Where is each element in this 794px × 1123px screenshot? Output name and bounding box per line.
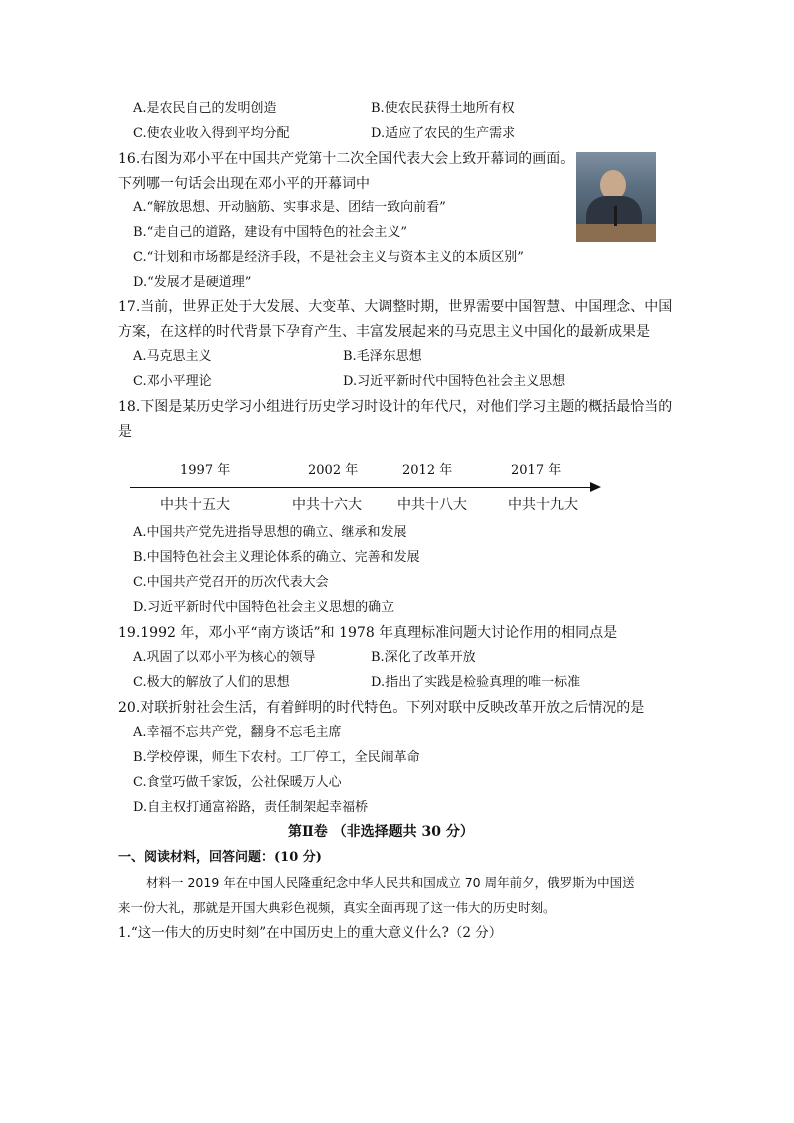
deng-xiaoping-photo (576, 152, 656, 242)
q17-stem-line2: 方案，在这样的时代背景下孕育产生、丰富发展起来的马克思主义中国化的最新成果是 (118, 324, 650, 340)
q19-option-b: B.深化了改革开放 (371, 650, 476, 665)
timeline-arrow-icon (590, 482, 601, 492)
q19-stem: 19.1992 年，邓小平“南方谈话”和 1978 年真理标准问题大讨论作用的相同点是 (118, 625, 618, 641)
timeline-event-1: 中共十五大 (160, 497, 230, 513)
q16-option-a: A.“解放思想、开动脑筋、实事求是、团结一致向前看” (133, 200, 446, 215)
q15-option-c: C.使农业收入得到平均分配 (133, 126, 290, 141)
material1-line1: 材料一 2019 年在中国人民隆重纪念中华人民共和国成立 70 周年前夕，俄罗斯为中国送 (146, 875, 635, 890)
q15-option-a: A.是农民自己的发明创造 (133, 101, 277, 116)
q20-option-d: D.自主权打通富裕路，责任制架起幸福桥 (133, 800, 369, 815)
q20-option-c: C.食堂巧做千家饭，公社保暖万人心 (133, 775, 342, 790)
q18-option-b: B.中国特色社会主义理论体系的确立、完善和发展 (133, 550, 420, 565)
part2-title: 第Ⅱ卷 （非选择题共 30 分） (288, 824, 474, 840)
photo-desk (576, 224, 656, 242)
q18-option-d: D.习近平新时代中国特色社会主义思想的确立 (133, 600, 395, 615)
q20-stem: 20.对联折射社会生活，有着鲜明的时代特色。下列对联中反映改革开放之后情况的是 (118, 700, 645, 716)
q18-option-a: A.中国共产党先进指导思想的确立、继承和发展 (133, 525, 407, 540)
q16-stem-line2: 下列哪一句话会出现在邓小平的开幕词中 (118, 176, 370, 192)
timeline-year-2: 2002 年 (308, 463, 359, 478)
q15-option-d: D.适应了农民的生产需求 (371, 126, 516, 141)
photo-microphone (614, 206, 617, 226)
q16-option-c: C.“计划和市场都是经济手段，不是社会主义与资本主义的本质区别” (133, 250, 524, 265)
q15-option-b: B.使农民获得土地所有权 (371, 101, 515, 116)
timeline-axis (130, 487, 596, 488)
timeline-year-3: 2012 年 (402, 463, 453, 478)
q19-option-c: C.极大的解放了人们的思想 (133, 675, 290, 690)
q17-option-a: A.马克思主义 (133, 349, 212, 364)
q18-stem-line1: 18.下图是某历史学习小组进行历史学习时设计的年代尺，对他们学习主题的概括最恰当的 (118, 399, 673, 415)
material1-line2: 来一份大礼，那就是开国大典彩色视频，真实全面再现了这一伟大的历史时刻。 (118, 900, 556, 915)
section1-heading: 一、阅读材料，回答问题：(10 分) (118, 850, 322, 865)
question1: 1.“这一伟大的历史时刻”在中国历史上的重大意义什么?（2 分） (118, 925, 503, 941)
q17-option-d: D.习近平新时代中国特色社会主义思想 (343, 374, 566, 389)
timeline-year-4: 2017 年 (511, 463, 562, 478)
q16-stem-line1: 16.右图为邓小平在中国共产党第十二次全国代表大会上致开幕词的画面。 (118, 151, 575, 167)
q17-option-b: B.毛泽东思想 (343, 349, 422, 364)
timeline-event-2: 中共十六大 (292, 497, 362, 513)
q17-stem-line1: 17.当前，世界正处于大发展、大变革、大调整时期，世界需要中国智慧、中国理念、中国 (118, 299, 673, 315)
q19-option-a: A.巩固了以邓小平为核心的领导 (133, 650, 316, 665)
q17-option-c: C.邓小平理论 (133, 374, 212, 389)
timeline-event-3: 中共十八大 (397, 497, 467, 513)
q16-option-b: B.“走自己的道路，建设有中国特色的社会主义” (133, 225, 407, 240)
q16-option-d: D.“发展才是硬道理” (133, 275, 252, 290)
q18-option-c: C.中国共产党召开的历次代表大会 (133, 575, 329, 590)
q18-stem-line2: 是 (118, 424, 132, 440)
timeline-year-1: 1997 年 (180, 463, 231, 478)
q19-option-d: D.指出了实践是检验真理的唯一标准 (371, 675, 581, 690)
q20-option-a: A.幸福不忘共产党，翻身不忘毛主席 (133, 725, 342, 740)
timeline-event-4: 中共十九大 (508, 497, 578, 513)
q20-option-b: B.学校停课，师生下农村。工厂停工，全民闹革命 (133, 750, 420, 765)
